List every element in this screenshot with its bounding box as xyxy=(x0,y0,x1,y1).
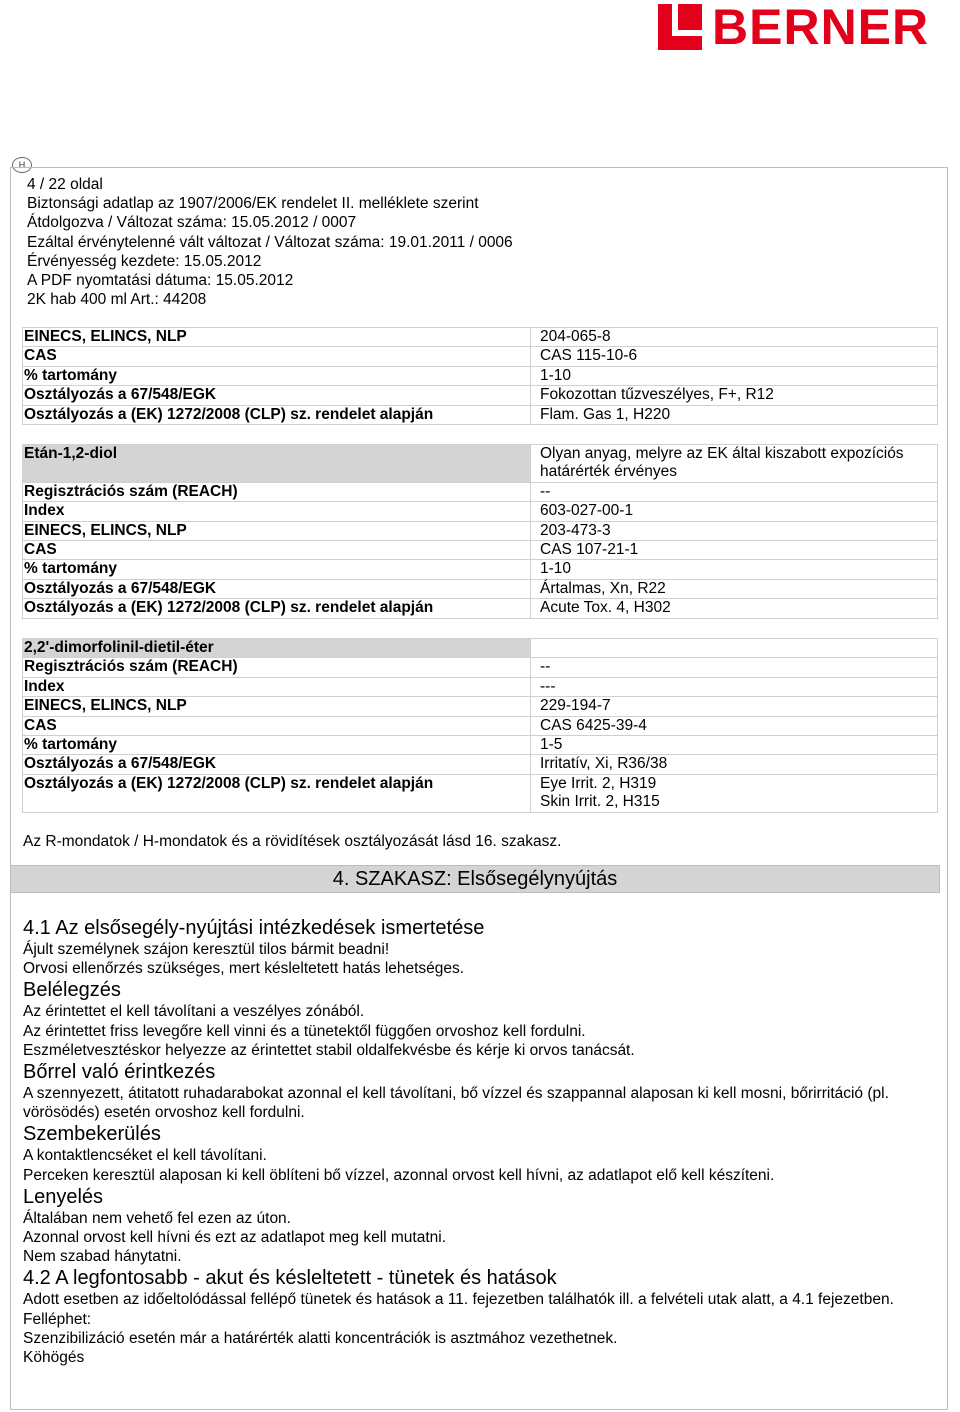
paragraph: Perceken keresztül alaposan ki kell öblíteni bő vízzel, azonnal orvost kell hívni, az adatlapot elő kell készíteni. xyxy=(23,1166,775,1184)
section-4-title: 4. SZAKASZ: Elsősegélynyújtás xyxy=(10,865,940,893)
heading-ingestion: Lenyelés xyxy=(23,1185,104,1208)
paragraph: Köhögés xyxy=(23,1349,85,1367)
row-value: 203-473-3 xyxy=(531,521,938,540)
validity-date-line: Érvényesség kezdete: 15.05.2012 xyxy=(27,252,262,270)
paragraph: Általában nem vehető fel ezen az úton. xyxy=(23,1209,291,1227)
substance-name: Etán-1,2-diol xyxy=(23,445,531,483)
row-value: 204-065-8 xyxy=(531,328,938,347)
row-key: % tartomány xyxy=(23,366,531,385)
pdf-print-date-line: A PDF nyomtatási dátuma: 15.05.2012 xyxy=(27,272,294,290)
paragraph: Az érintettet friss levegőre kell vinni és a tünetektől függően orvoshoz kell fordulni. xyxy=(23,1022,586,1040)
clp-value-2: Skin Irrit. 2, H315 xyxy=(540,793,660,811)
row-value: 1-10 xyxy=(531,560,938,579)
paragraph: Azonnal orvost kell hívni és ezt az adatlapot meg kell mutatni. xyxy=(23,1229,447,1247)
substance-name: 2,2'-dimorfolinil-dietil-éter xyxy=(23,639,531,658)
table-row xyxy=(23,755,938,774)
table-row xyxy=(23,658,938,677)
substance-table-3 xyxy=(22,638,938,813)
substance-note: Olyan anyag, melyre az EK által kiszabott expozíciós határérték érvényes xyxy=(531,445,938,483)
row-value: Ártalmas, Xn, R22 xyxy=(531,579,938,598)
revision-line: Átdolgozva / Változat száma: 15.05.2012 / 0007 xyxy=(27,214,357,232)
row-key: Osztályozás a (EK) 1272/2008 (CLP) sz. rendelet alapján xyxy=(23,599,531,618)
table-row xyxy=(23,716,938,735)
table-row xyxy=(23,482,938,501)
table-row xyxy=(23,541,938,560)
row-value: 603-027-00-1 xyxy=(531,502,938,521)
row-key: Osztályozás a 67/548/EGK xyxy=(23,386,531,405)
row-value: -- xyxy=(531,482,938,501)
paragraph: Szenzibilizáció esetén már a határérték alatti koncentrációk is asztmához vezethetnek. xyxy=(23,1329,618,1347)
paragraph: A szennyezett, átitatott ruhadarabokat azonnal el kell távolítani, bő vízzel és szappannal alaposan ki kell mosni, bőrirritáció (pl. vörösödés) esetén orvoshoz kell fordulni. xyxy=(23,1085,889,1122)
row-key: EINECS, ELINCS, NLP xyxy=(23,697,531,716)
table-row xyxy=(23,328,938,347)
table-row xyxy=(23,386,938,405)
row-key: EINECS, ELINCS, NLP xyxy=(23,328,531,347)
row-value: Fokozottan tűzveszélyes, F+, R12 xyxy=(531,386,938,405)
r-h-phrases-note: Az R-mondatok / H-mondatok és a rövidítések osztályozását lásd 16. szakasz. xyxy=(23,833,562,850)
substance-note xyxy=(531,639,938,658)
row-value: Flam. Gas 1, H220 xyxy=(531,405,938,424)
row-key: Regisztrációs szám (REACH) xyxy=(23,482,531,501)
row-key: CAS xyxy=(23,541,531,560)
row-key: CAS xyxy=(23,716,531,735)
row-key: Osztályozás a (EK) 1272/2008 (CLP) sz. rendelet alapján xyxy=(23,405,531,424)
row-value xyxy=(531,774,938,812)
table-row xyxy=(23,697,938,716)
table-row xyxy=(23,774,938,812)
heading-4-1: 4.1 Az elsősegély-nyújtási intézkedések ismertetése xyxy=(23,917,485,939)
superseded-version-line: Ezáltal érvénytelenné vált változat / Változat száma: 19.01.2011 / 0006 xyxy=(27,233,513,251)
table-row xyxy=(23,736,938,755)
document-header xyxy=(27,175,513,309)
table-row xyxy=(23,521,938,540)
heading-eye-contact: Szembekerülés xyxy=(23,1123,161,1146)
table-title-row xyxy=(23,445,938,483)
row-value: --- xyxy=(531,677,938,696)
row-key: Regisztrációs szám (REACH) xyxy=(23,658,531,677)
table-title-row xyxy=(23,639,938,658)
table-row xyxy=(23,599,938,618)
table-row xyxy=(23,347,938,366)
table-row xyxy=(23,560,938,579)
heading-inhalation: Belélegzés xyxy=(23,979,121,1002)
product-line: 2K hab 400 ml Art.: 44208 xyxy=(27,291,207,309)
row-key: Index xyxy=(23,502,531,521)
sds-regulation-line: Biztonsági adatlap az 1907/2006/EK rendelet II. melléklete szerint xyxy=(27,195,479,213)
row-value: CAS 115-10-6 xyxy=(531,347,938,366)
paragraph: Ájult személynek szájon keresztül tilos bármit beadni! xyxy=(23,941,390,958)
row-key: Osztályozás a 67/548/EGK xyxy=(23,755,531,774)
language-badge: H xyxy=(12,157,32,173)
heading-skin-contact: Bőrrel való érintkezés xyxy=(23,1061,216,1084)
table-row xyxy=(23,405,938,424)
row-key: CAS xyxy=(23,347,531,366)
table-row xyxy=(23,579,938,598)
table-row xyxy=(23,502,938,521)
berner-logo-text: BERNER xyxy=(712,0,930,55)
row-key: Osztályozás a 67/548/EGK xyxy=(23,579,531,598)
table-row xyxy=(23,366,938,385)
paragraph: Eszméletvesztéskor helyezze az érintettet stabil oldalfekvésbe és kérje ki orvos tanácsát. xyxy=(23,1041,635,1059)
row-value: CAS 6425-39-4 xyxy=(531,716,938,735)
paragraph: Felléphet: xyxy=(23,1310,92,1328)
paragraph: Nem szabad hánytatni. xyxy=(23,1248,182,1266)
substance-table-2 xyxy=(22,444,938,619)
paragraph: Orvosi ellenőrzés szükséges, mert késleltetett hatás lehetséges. xyxy=(23,960,465,978)
paragraph: A kontaktlencséket el kell távolítani. xyxy=(23,1147,267,1165)
page-number: 4 / 22 oldal xyxy=(27,176,103,193)
berner-logo-mark-icon xyxy=(658,4,704,50)
row-key: Index xyxy=(23,677,531,696)
row-key: % tartomány xyxy=(23,736,531,755)
paragraph: Az érintettet el kell távolítani a veszélyes zónából. xyxy=(23,1003,365,1021)
substance-table-1 xyxy=(22,327,938,425)
row-key: EINECS, ELINCS, NLP xyxy=(23,521,531,540)
row-value: Acute Tox. 4, H302 xyxy=(531,599,938,618)
row-value: 229-194-7 xyxy=(531,697,938,716)
row-value: CAS 107-21-1 xyxy=(531,541,938,560)
row-value: -- xyxy=(531,658,938,677)
row-key: Osztályozás a (EK) 1272/2008 (CLP) sz. rendelet alapján xyxy=(23,774,531,812)
row-value: 1-10 xyxy=(531,366,938,385)
berner-logo xyxy=(658,0,958,55)
row-value: Irritatív, Xi, R36/38 xyxy=(531,755,938,774)
paragraph: Adott esetben az időeltolódással fellépő tünetek és hatások a 11. fejezetben találhatók ill. a felvételi utak alatt, a 4.1 fejezetben. xyxy=(23,1291,894,1309)
section-4-content xyxy=(23,916,928,1367)
row-value: 1-5 xyxy=(531,736,938,755)
clp-value-1: Eye Irrit. 2, H319 xyxy=(540,774,657,792)
heading-4-2: 4.2 A legfontosabb - akut és késleltetett - tünetek és hatások xyxy=(23,1267,557,1290)
row-key: % tartomány xyxy=(23,560,531,579)
table-row xyxy=(23,677,938,696)
